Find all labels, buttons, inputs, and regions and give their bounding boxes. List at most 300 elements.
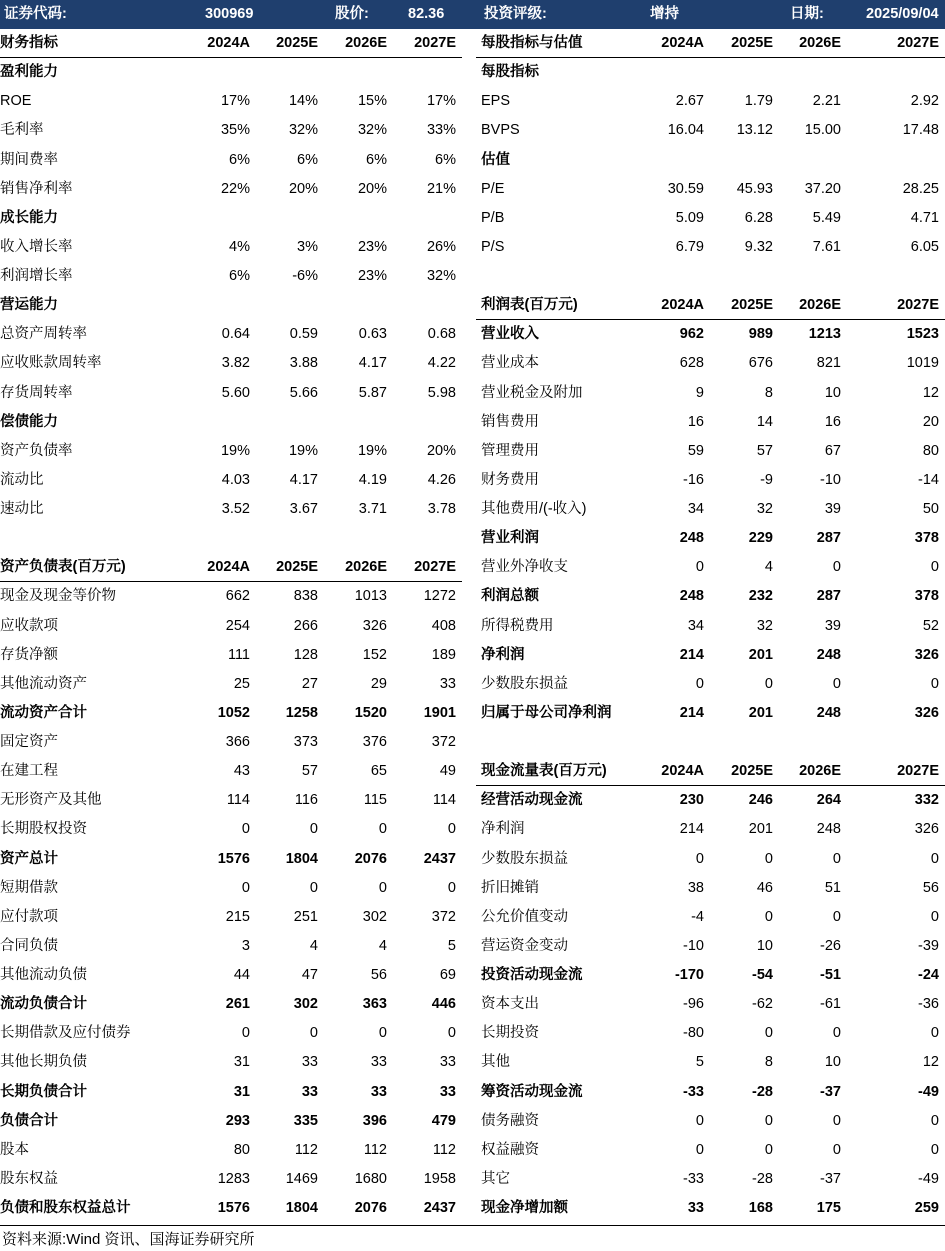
- date-label: 日期:: [790, 6, 824, 22]
- cell-value: 19%: [357, 442, 387, 459]
- cell-value: 4.71: [910, 209, 939, 226]
- row-label: 营业利润: [481, 530, 539, 547]
- table-row: [0, 903, 462, 932]
- table-row: [0, 349, 462, 378]
- cell-value: 2024A: [207, 559, 250, 576]
- cell-value: 0: [764, 1025, 773, 1042]
- cell-value: 115: [363, 792, 387, 809]
- cell-value: 168: [748, 1200, 773, 1216]
- price-label: 股价:: [335, 6, 369, 22]
- row-label: 公允价值变动: [481, 908, 568, 925]
- cell-value: -16: [683, 471, 704, 488]
- spacer-row: [0, 524, 462, 553]
- cell-value: 17.48: [902, 122, 939, 139]
- table-row: [476, 1048, 945, 1077]
- row-label: 销售费用: [481, 413, 539, 430]
- cell-value: 376: [362, 734, 387, 750]
- cell-value: 31: [233, 1054, 250, 1071]
- cell-value: 335: [293, 1112, 318, 1129]
- row-label: 营业税金及附加: [481, 384, 583, 401]
- cell-value: 26%: [426, 238, 456, 255]
- table-row: [476, 670, 945, 699]
- cell-value: 19%: [288, 442, 318, 459]
- cell-value: 49: [439, 763, 456, 780]
- cell-value: 0: [764, 908, 773, 925]
- row-label: P/S: [481, 238, 505, 255]
- cell-value: 112: [363, 1141, 387, 1158]
- row-label: 短期借款: [0, 879, 58, 896]
- cell-value: 114: [226, 792, 250, 809]
- cell-value: 214: [679, 821, 704, 838]
- cell-value: 3.67: [289, 501, 318, 517]
- row-label: 总资产周转率: [0, 326, 87, 343]
- table-header-row: [476, 29, 945, 58]
- table-row: [0, 116, 462, 145]
- cell-value: 0: [930, 850, 939, 867]
- table-header-row: [0, 553, 462, 582]
- cell-value: 214: [679, 704, 704, 721]
- cell-value: 23%: [357, 268, 387, 284]
- table-row: [476, 379, 945, 408]
- cell-value: 287: [816, 530, 841, 547]
- cell-value: 2025E: [731, 763, 773, 780]
- cell-value: 6%: [229, 268, 250, 284]
- table-row: [476, 437, 945, 466]
- cell-value: 0: [378, 1025, 387, 1042]
- cell-value: -170: [674, 967, 704, 983]
- cell-value: 69: [439, 967, 456, 983]
- cell-value: 201: [748, 821, 773, 838]
- cell-value: 33: [370, 1083, 387, 1100]
- cell-value: 838: [293, 588, 318, 605]
- table-row: [476, 553, 945, 582]
- cell-value: 32%: [288, 122, 318, 139]
- table-row: [0, 1136, 462, 1165]
- cell-value: 302: [293, 996, 318, 1013]
- cell-value: 33: [301, 1083, 318, 1100]
- cell-value: 4: [309, 937, 318, 954]
- row-label: 偿债能力: [0, 413, 58, 430]
- table-row: [476, 612, 945, 641]
- table-row: [0, 379, 462, 408]
- row-label: 利润总额: [481, 588, 539, 605]
- cell-value: 38: [687, 879, 704, 896]
- cell-value: 128: [293, 646, 318, 663]
- cell-value: 214: [679, 646, 704, 663]
- cell-value: -51: [820, 967, 841, 983]
- row-label: 长期投资: [481, 1025, 539, 1042]
- cell-value: 16.04: [667, 122, 704, 139]
- row-label: 流动负债合计: [0, 996, 87, 1013]
- rating-value: 增持: [650, 6, 679, 22]
- row-label: 少数股东损益: [481, 850, 568, 867]
- table-row: [476, 961, 945, 990]
- cell-value: -9: [760, 471, 773, 488]
- row-label: 利润表(百万元): [481, 297, 578, 314]
- cell-value: 0: [832, 559, 841, 576]
- cell-value: 1258: [285, 704, 318, 721]
- section-row: [0, 291, 462, 320]
- cell-value: 0: [309, 879, 318, 896]
- cell-value: 366: [225, 734, 250, 750]
- row-label: 净利润: [481, 646, 525, 663]
- cell-value: 20%: [357, 180, 387, 197]
- cell-value: 1804: [285, 1200, 318, 1216]
- section-row: [476, 146, 945, 175]
- row-label: 营运资金变动: [481, 937, 568, 954]
- cell-value: 8: [764, 384, 773, 401]
- cell-value: 2024A: [661, 35, 704, 51]
- cell-value: 0.64: [221, 326, 250, 343]
- cell-value: 116: [294, 792, 318, 809]
- cell-value: -10: [683, 937, 704, 954]
- cell-value: 112: [432, 1141, 456, 1158]
- cell-value: 266: [293, 617, 318, 634]
- cell-value: 114: [432, 792, 456, 809]
- cell-value: 0: [764, 850, 773, 867]
- table-row: [0, 845, 462, 874]
- cell-value: 33: [439, 675, 456, 692]
- cell-value: 6%: [366, 151, 387, 168]
- cell-value: 4.17: [358, 355, 387, 372]
- cell-value: 4: [378, 937, 387, 954]
- row-label: 筹资活动现金流: [481, 1083, 583, 1100]
- spacer-row: [476, 262, 945, 291]
- stock-code-value: 300969: [205, 6, 254, 22]
- cell-value: 662: [225, 588, 250, 605]
- cell-value: 10: [756, 937, 773, 954]
- cell-value: 14%: [288, 93, 318, 110]
- cell-value: 4.26: [427, 471, 456, 488]
- table-header-row: [0, 29, 462, 58]
- table-row: [0, 612, 462, 641]
- row-label: BVPS: [481, 122, 520, 139]
- table-row: [476, 932, 945, 961]
- cell-value: 22%: [220, 180, 250, 197]
- cell-value: 1523: [906, 326, 939, 343]
- row-label: 资产总计: [0, 850, 58, 867]
- cell-value: 396: [362, 1112, 387, 1129]
- date-value: 2025/09/04: [866, 6, 939, 22]
- cell-value: 1013: [354, 588, 387, 605]
- cell-value: 7.61: [812, 238, 841, 255]
- row-label: 所得税费用: [481, 617, 554, 634]
- row-label: 营业收入: [481, 326, 539, 343]
- cell-value: 0: [695, 1141, 704, 1158]
- section-row: [476, 58, 945, 87]
- cell-value: 112: [294, 1141, 318, 1158]
- cell-value: 152: [362, 646, 387, 663]
- cell-value: 2.67: [675, 93, 704, 110]
- cell-value: 67: [824, 442, 841, 459]
- cell-value: 80: [922, 442, 939, 459]
- cell-value: 43: [233, 763, 250, 780]
- cell-value: 2024A: [207, 35, 250, 51]
- cell-value: 4.03: [221, 471, 250, 488]
- cell-value: 34: [687, 617, 704, 634]
- cell-value: 0: [930, 559, 939, 576]
- cell-value: 0: [241, 879, 250, 896]
- cell-value: 0: [832, 1141, 841, 1158]
- row-label: 管理费用: [481, 442, 539, 459]
- cell-value: 1576: [217, 1200, 250, 1216]
- cell-value: 2025E: [731, 35, 773, 51]
- table-row: [0, 466, 462, 495]
- row-label: 资本支出: [481, 996, 539, 1013]
- row-label: 负债和股东权益总计: [0, 1200, 131, 1216]
- cell-value: 5.98: [427, 384, 456, 401]
- row-label: 无形资产及其他: [0, 792, 102, 809]
- table-row: [0, 320, 462, 349]
- cell-value: 30.59: [667, 180, 704, 197]
- cell-value: 326: [914, 646, 939, 663]
- row-label: 成长能力: [0, 209, 58, 226]
- row-label: 速动比: [0, 501, 44, 517]
- cell-value: 20%: [426, 442, 456, 459]
- cell-value: -36: [918, 996, 939, 1013]
- cell-value: 0: [930, 1112, 939, 1129]
- cell-value: 23%: [357, 238, 387, 255]
- cell-value: 2437: [423, 850, 456, 867]
- cell-value: 3: [241, 937, 250, 954]
- cell-value: 57: [756, 442, 773, 459]
- row-label: 销售净利率: [0, 180, 73, 197]
- table-row: [476, 641, 945, 670]
- row-label: 长期借款及应付债券: [0, 1025, 131, 1042]
- cell-value: 821: [816, 355, 841, 372]
- cell-value: 0: [695, 1112, 704, 1129]
- table-row: [476, 87, 945, 116]
- cell-value: 3.78: [427, 501, 456, 517]
- cell-value: 0: [832, 908, 841, 925]
- table-row: [0, 87, 462, 116]
- row-label: 资产负债表(百万元): [0, 559, 126, 576]
- cell-value: -24: [918, 967, 939, 983]
- cell-value: 446: [431, 996, 456, 1013]
- row-label: 每股指标: [481, 64, 539, 81]
- cell-value: -26: [820, 937, 841, 954]
- right-column: [476, 29, 945, 1223]
- cell-value: 0: [695, 559, 704, 576]
- cell-value: 32: [756, 617, 773, 634]
- row-label: 应收款项: [0, 617, 58, 634]
- cell-value: -33: [683, 1170, 704, 1187]
- cell-value: 229: [748, 530, 773, 547]
- table-row: [0, 786, 462, 815]
- stock-code-label: 证券代码:: [4, 6, 67, 22]
- cell-value: 479: [431, 1112, 456, 1129]
- cell-value: 0: [447, 879, 456, 896]
- cell-value: 1901: [423, 704, 456, 721]
- cell-value: 264: [816, 792, 841, 809]
- table-row: [0, 1019, 462, 1048]
- cell-value: 46: [756, 879, 773, 896]
- table-row: [476, 495, 945, 524]
- cell-value: 0: [378, 821, 387, 838]
- cell-value: 2024A: [661, 763, 704, 780]
- table-row: [476, 815, 945, 844]
- cell-value: 1958: [423, 1170, 456, 1187]
- cell-value: 21%: [426, 180, 456, 197]
- cell-value: -37: [820, 1083, 841, 1100]
- cell-value: 189: [431, 646, 456, 663]
- cell-value: 302: [362, 908, 387, 925]
- cell-value: 1272: [423, 588, 456, 605]
- cell-value: 16: [687, 413, 704, 430]
- cell-value: 232: [748, 588, 773, 605]
- cell-value: 326: [914, 704, 939, 721]
- cell-value: 0: [832, 675, 841, 692]
- cell-value: 45.93: [736, 180, 773, 197]
- table-row: [0, 437, 462, 466]
- cell-value: 19%: [220, 442, 250, 459]
- table-row: [0, 961, 462, 990]
- cell-value: 2.92: [910, 93, 939, 110]
- row-label: 其他长期负债: [0, 1054, 87, 1071]
- cell-value: 3.71: [358, 501, 387, 517]
- cell-value: 676: [748, 355, 773, 372]
- cell-value: 12: [922, 384, 939, 401]
- cell-value: 2027E: [897, 763, 939, 780]
- row-label: 流动资产合计: [0, 704, 87, 721]
- cell-value: 326: [362, 617, 387, 634]
- cell-value: 248: [816, 821, 841, 838]
- row-label: 估值: [481, 151, 510, 168]
- cell-value: -14: [918, 471, 939, 488]
- table-row: [476, 320, 945, 349]
- cell-value: 5: [695, 1054, 704, 1071]
- cell-value: 0: [930, 1141, 939, 1158]
- cell-value: -4: [691, 908, 704, 925]
- cell-value: 2027E: [897, 35, 939, 51]
- cell-value: 0: [930, 908, 939, 925]
- row-label: 存货净额: [0, 646, 58, 663]
- row-label: 其他: [481, 1054, 510, 1071]
- row-label: P/E: [481, 180, 505, 197]
- cell-value: 13.12: [736, 122, 773, 139]
- table-row: [0, 728, 462, 757]
- table-row: [476, 116, 945, 145]
- cell-value: 372: [431, 908, 456, 925]
- row-label: 净利润: [481, 821, 525, 838]
- cell-value: 1283: [217, 1170, 250, 1187]
- cell-value: 2076: [354, 1200, 387, 1216]
- cell-value: 6.79: [675, 238, 704, 255]
- row-label: EPS: [481, 93, 511, 110]
- cell-value: 33%: [426, 122, 456, 139]
- cell-value: 2027E: [414, 559, 456, 576]
- cell-value: 628: [679, 355, 704, 372]
- cell-value: 1804: [285, 850, 318, 867]
- cell-value: 47: [301, 967, 318, 983]
- cell-value: 0: [447, 1025, 456, 1042]
- cell-value: -49: [918, 1083, 939, 1100]
- cell-value: 2026E: [345, 559, 387, 576]
- cell-value: 3.88: [289, 355, 318, 372]
- cell-value: 17%: [220, 93, 250, 110]
- cell-value: 1019: [906, 355, 939, 372]
- table-row: [476, 204, 945, 233]
- cell-value: 2027E: [414, 35, 456, 51]
- cell-value: 2.21: [812, 93, 841, 110]
- cell-value: 378: [914, 588, 939, 605]
- table-row: [476, 408, 945, 437]
- row-label: 现金及现金等价物: [0, 588, 116, 605]
- cell-value: -28: [752, 1170, 773, 1187]
- cell-value: 33: [439, 1054, 456, 1071]
- section-row: [0, 408, 462, 437]
- cell-value: 326: [914, 821, 939, 838]
- cell-value: 3%: [297, 238, 318, 255]
- cell-value: 6.05: [910, 238, 939, 255]
- row-label: 财务费用: [481, 471, 539, 488]
- table-row: [0, 1165, 462, 1194]
- cell-value: 1.79: [744, 93, 773, 110]
- table-row: [0, 641, 462, 670]
- cell-value: 52: [922, 617, 939, 634]
- cell-value: 16: [824, 413, 841, 430]
- cell-value: 111: [227, 646, 250, 663]
- cell-value: 14: [756, 413, 773, 430]
- table-row: [0, 699, 462, 728]
- table-row: [0, 1107, 462, 1136]
- cell-value: 0: [447, 821, 456, 838]
- row-label: 应付款项: [0, 908, 58, 925]
- cell-value: 0: [309, 1025, 318, 1042]
- cell-value: 2025E: [276, 35, 318, 51]
- cell-value: 1052: [217, 704, 250, 721]
- row-label: 营运能力: [0, 297, 58, 314]
- cell-value: 4%: [229, 238, 250, 255]
- row-label: 长期负债合计: [0, 1083, 87, 1100]
- cell-value: 2026E: [799, 763, 841, 780]
- cell-value: 248: [679, 588, 704, 605]
- cell-value: 39: [824, 501, 841, 517]
- cell-value: 373: [293, 734, 318, 750]
- cell-value: 4.22: [427, 355, 456, 372]
- cell-value: -80: [683, 1025, 704, 1042]
- table-row: [0, 582, 462, 611]
- cell-value: 5.66: [289, 384, 318, 401]
- cell-value: 6%: [229, 151, 250, 168]
- cell-value: 33: [301, 1054, 318, 1071]
- cell-value: 251: [293, 908, 318, 925]
- cell-value: 32%: [426, 268, 456, 284]
- row-label: 营业外净收支: [481, 559, 568, 576]
- row-label: 合同负债: [0, 937, 58, 954]
- cell-value: 57: [301, 763, 318, 780]
- cell-value: 6%: [297, 151, 318, 168]
- table-row: [476, 1194, 945, 1223]
- table-row: [476, 1019, 945, 1048]
- row-label: 负债合计: [0, 1112, 58, 1129]
- cell-value: 59: [687, 442, 704, 459]
- cell-value: 9: [695, 384, 704, 401]
- table-row: [0, 1048, 462, 1077]
- row-label: 折旧摊销: [481, 879, 539, 896]
- row-label: 应收账款周转率: [0, 355, 102, 372]
- cell-value: 2025E: [276, 559, 318, 576]
- cell-value: 5.87: [358, 384, 387, 401]
- cell-value: 261: [225, 996, 250, 1013]
- cell-value: 65: [370, 763, 387, 780]
- cell-value: 175: [816, 1200, 841, 1216]
- table-header-row: [476, 291, 945, 320]
- row-label: 其它: [481, 1170, 510, 1187]
- table-row: [0, 757, 462, 786]
- cell-value: 34: [687, 501, 704, 517]
- rating-label: 投资评级:: [484, 6, 547, 22]
